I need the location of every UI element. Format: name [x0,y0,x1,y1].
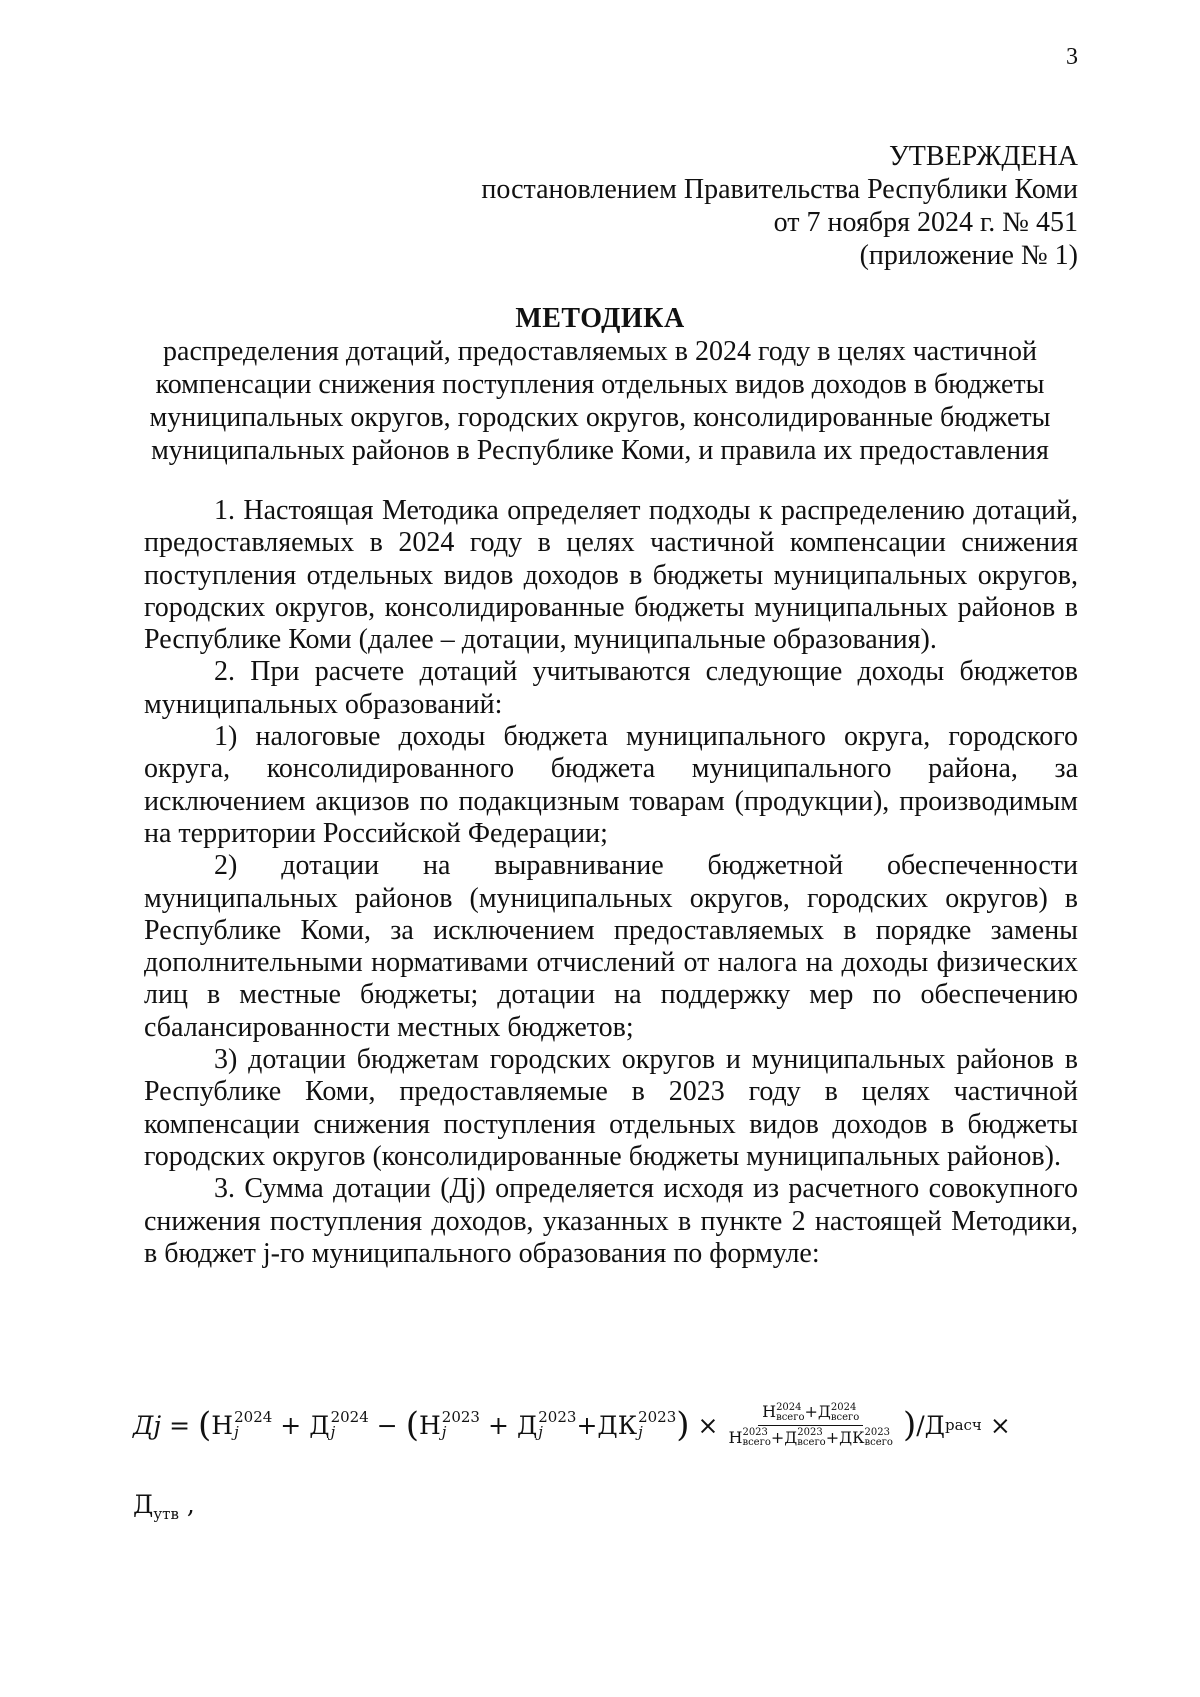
formula-line-1 [133,1390,1011,1460]
formula-dk-2023: ДК [597,1410,638,1440]
formula-plus: + [576,1410,598,1440]
paragraph-3: 3. Сумма дотации (Дj) определяется исходя из расчетного совокупного снижения поступления доходов, указанных в пункте 2 настоящей Методики, в бюджет j-го муниципального образования по формуле: [144,1173,1078,1269]
document-body [144,495,1078,1270]
formula-equals: = [169,1410,191,1440]
formula-rasch-subscript: расч [944,1416,982,1434]
formula-n-2023-idx: 2023 j [441,1408,480,1441]
approval-resolution: постановлением Правительства Республики Коми [481,174,1078,205]
approval-stamp-block [481,140,1078,272]
formula-utv-subscript: утв [153,1505,179,1523]
formula-d-2023-idx: 2023 j [538,1408,577,1441]
approval-date-number: от 7 ноября 2024 г. № 451 [773,207,1078,238]
formula-n-2024-idx: 2024 j [234,1408,273,1441]
formula-fraction-numerator: Н 2024 всего +Д 2024 всего [758,1402,863,1426]
page-number: 3 [1066,44,1078,70]
formula-times: × [697,1410,719,1440]
formula-inner-open-paren: ( [405,1405,419,1445]
formula-minus: − [376,1410,398,1440]
formula-fraction [725,1402,897,1448]
approval-appendix: (приложение № 1) [859,240,1078,271]
approval-heading: УТВЕРЖДЕНА [888,141,1078,172]
formula-lhs: Дj [133,1410,162,1440]
formula-divide: / [916,1410,925,1440]
formula-fraction-denominator: Н 2023 всего +Д 2023 всего +ДК 2023 всего [728,1427,893,1448]
paragraph-2: 2. При расчете дотаций учитываются следующие доходы бюджетов муниципальных образований: [144,656,1078,720]
formula-dk-2023-idx: 2023 j [638,1408,677,1441]
paragraph-2-item-1: 1) налоговые доходы бюджета муниципального округа, городского округа, консолидированного бюджета муниципального района, за исключением акцизов по подакцизным товарам (продукции), производимым на территории Российской Федерации; [144,721,1078,849]
paragraph-2-item-2: 2) дотации на выравнивание бюджетной обеспеченности муниципальных районов (муниципальных округов, городских округов) в Республике Коми, за исключением предоставляемых в порядке замены дополнительными нормативами отчислений от налога на доходы физических лиц в местные бюджеты; дотации на поддержку мер по обеспечению сбалансированности местных бюджетов; [144,850,1078,1043]
formula-plus: + [487,1410,509,1440]
formula-plus: + [280,1410,302,1440]
document-heading [0,302,1200,467]
formula-d-utv: Д [133,1490,154,1519]
formula-d: Д [309,1410,330,1440]
formula-inner-close-paren: ) [676,1405,690,1445]
formula-d-2024-idx: 2024 j [330,1408,369,1441]
formula-d-2023: Д [516,1410,538,1440]
formula-line-2 [133,1490,195,1523]
formula-n: Н [211,1410,234,1440]
paragraph-1: 1. Настоящая Методика определяет подходы к распределению дотаций, предоставляемых в 2024 году в целях частичной компенсации снижения поступления отдельных видов доходов в бюджеты муниципальных округов, городских округов, консолидированные бюджеты муниципальных районов в Республике Коми (далее – дотации, муниципальные образования). [144,495,1078,656]
paragraph-2-item-3: 3) дотации бюджетам городских округов и муниципальных районов в Республике Коми, предоставляемые в 2023 году в целях частичной компенсации снижения поступления отдельных видов доходов в бюджеты городских округов (консолидированные бюджеты муниципальных районов). [144,1044,1078,1172]
formula-open-paren: ( [198,1405,212,1445]
document-title: МЕТОДИКА [515,303,685,334]
formula-n-2023: Н [418,1410,441,1440]
formula-comma: , [186,1490,195,1519]
formula-times-2: × [989,1410,1011,1440]
document-subtitle: распределения дотаций, предоставляемых в 2024 году в целях частичной компенсации снижения поступления отдельных видов доходов в бюджеты муниципальных округов, городских округов, консолидированные бюджеты муниципальных районов в Республике Коми, и правила их предоставления [149,336,1051,466]
formula-close-paren: ) [902,1405,917,1445]
formula-d-rasch: Д [924,1410,945,1440]
